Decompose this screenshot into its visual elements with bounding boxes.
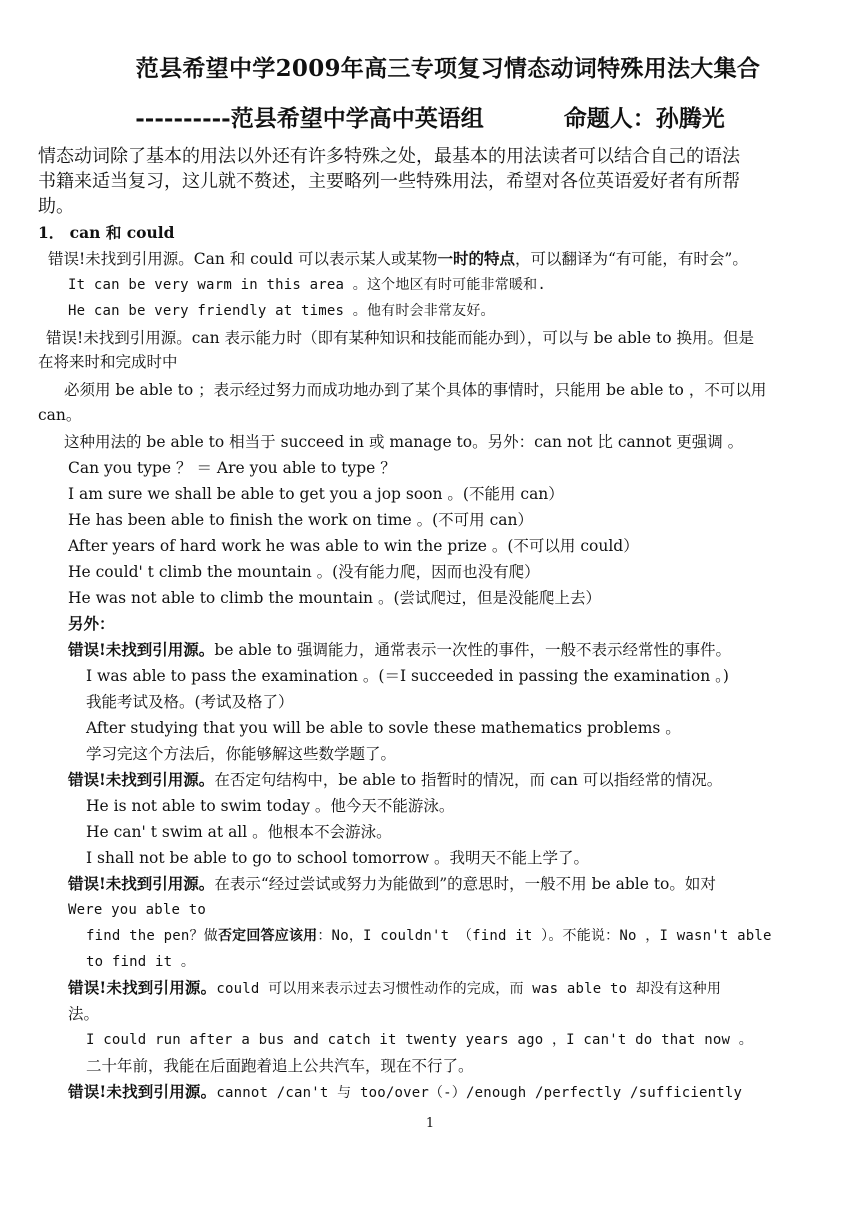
paragraph-1 [48,249,748,269]
note-3-cont: Were you able to [68,902,207,918]
note-3 [68,874,716,894]
page-number: 1 [425,1116,435,1131]
paragraph-2-cont: 在将来时和完成时中 [38,353,178,371]
example-line: After studying that you will be able to sovle these mathematics problems 。 [86,719,681,737]
example-line: He is not able to swim today 。他今天不能游泳。 [86,797,455,815]
paragraph-3: 必须用 be able to ；表示经过努力而成功地办到了某个具体的事情时，只能用 be able to ，不可以用 [64,381,767,399]
intro-line-1: 情态动词除了基本的用法以外还有许多特殊之处，最基本的用法读者可以结合自己的语法 [38,146,740,167]
example-line: 学习完这个方法后，你能够解这些数学题了。 [86,745,397,763]
paragraph-1-end: ，可以翻译为“有可能，有时会”。 [515,250,748,268]
note-2 [68,770,722,790]
note-4-cont: 法。 [68,1005,100,1023]
example-line: He could' t climb the mountain 。(没有能力爬，因而也没有爬） [68,563,540,581]
note-3-cont [86,926,772,946]
note-5 [68,1082,742,1103]
section-heading: 1． can 和 could [38,223,175,242]
subtitle-author: 命题人：孙腾光 [563,105,725,132]
error-ref: 错误!未找到引用源。 [68,640,215,659]
error-ref: 错误!未找到引用源。 [68,874,215,893]
note-1 [68,640,731,660]
example-line: It can be very warm in this area 。这个地区有时可能非常暖和. [68,277,546,293]
example-line: He was not able to climb the mountain 。(尝试爬过，但是没能爬上去） [68,589,602,607]
note-3-text: find the pen？做 [86,928,218,944]
example-line: 二十年前，我能在后面跑着追上公共汽车，现在不行了。 [86,1057,474,1075]
error-ref: 错误!未找到引用源。 [68,1082,217,1101]
paragraph-4: 这种用法的 be able to 相当于 succeed in 或 manage to。另外：can not 比 cannot 更强调 。 [64,433,744,451]
note-1-text: be able to 强调能力，通常表示一次性的事件，一般不表示经常性的事件。 [214,641,732,659]
error-ref: 错误!未找到引用源。 [68,978,217,997]
example-line: I was able to pass the examination 。(＝I succeeded in passing the examination 。) [86,667,729,685]
paragraph-2: 错误!未找到引用源。can 表示能力时（即有某种知识和技能而能办到），可以与 be able to 换用。但是 [46,329,754,347]
error-ref: 错误!未找到引用源。 [68,770,215,789]
example-line: After years of hard work he was able to win the prize 。(不可以用 could） [68,537,639,555]
note-3-text: 在表示“经过尝试或努力为能做到”的意思时，一般不用 be able to。如对 [214,875,716,893]
note-5-text: cannot /can't 与 too/over（-）/enough /perfectly /sufficiently [216,1085,743,1101]
subtitle-group: ----------范县希望中学高中英语组 [135,105,484,132]
note-4-text: could 可以用来表示过去习惯性动作的完成，而 was able to 却没有这种用 [216,981,722,997]
intro-line-3: 助。 [38,196,74,217]
example-line: I am sure we shall be able to get you a jop soon 。(不能用 can） [68,485,564,503]
example-line: Can you type ？ ＝ Are you able to type ？ [68,459,396,477]
paragraph-1-text: 错误!未找到引用源。Can 和 could 可以表示某人或某物 [48,250,438,268]
example-line: 我能考试及格。(考试及格了） [86,693,294,711]
page-title: 范县希望中学2009年高三专项复习情态动词特殊用法大集合 [135,55,761,82]
paragraph-1-bold: 一时的特点 [437,249,515,268]
intro-line-2: 书籍来适当复习，这儿就不赘述，主要略列一些特殊用法，希望对各位英语爱好者有所帮 [38,171,740,192]
note-3-cont: to find it 。 [86,954,196,970]
note-4 [68,978,721,999]
also-label: 另外： [68,614,115,633]
page-subtitle [0,100,860,133]
example-line: I could run after a bus and catch it twenty years ago ，I can't do that now 。 [86,1032,753,1048]
paragraph-3-cont: can。 [38,406,82,424]
example-line: He has been able to finish the work on time 。(不可用 can） [68,511,533,529]
note-2-text: 在否定句结构中，be able to 指暂时的情况，而 can 可以指经常的情况。 [214,771,723,789]
note-3-bold: 否定回答应该用 [217,928,318,944]
note-3-text: ：No，I couldn't （find it ）。不能说：No ，I wasn't able [317,928,772,944]
example-line: I shall not be able to go to school tomorrow 。我明天不能上学了。 [86,849,590,867]
example-line: He can' t swim at all 。他根本不会游泳。 [86,823,392,841]
example-line: He can be very friendly at times 。他有时会非常友好。 [68,303,495,319]
